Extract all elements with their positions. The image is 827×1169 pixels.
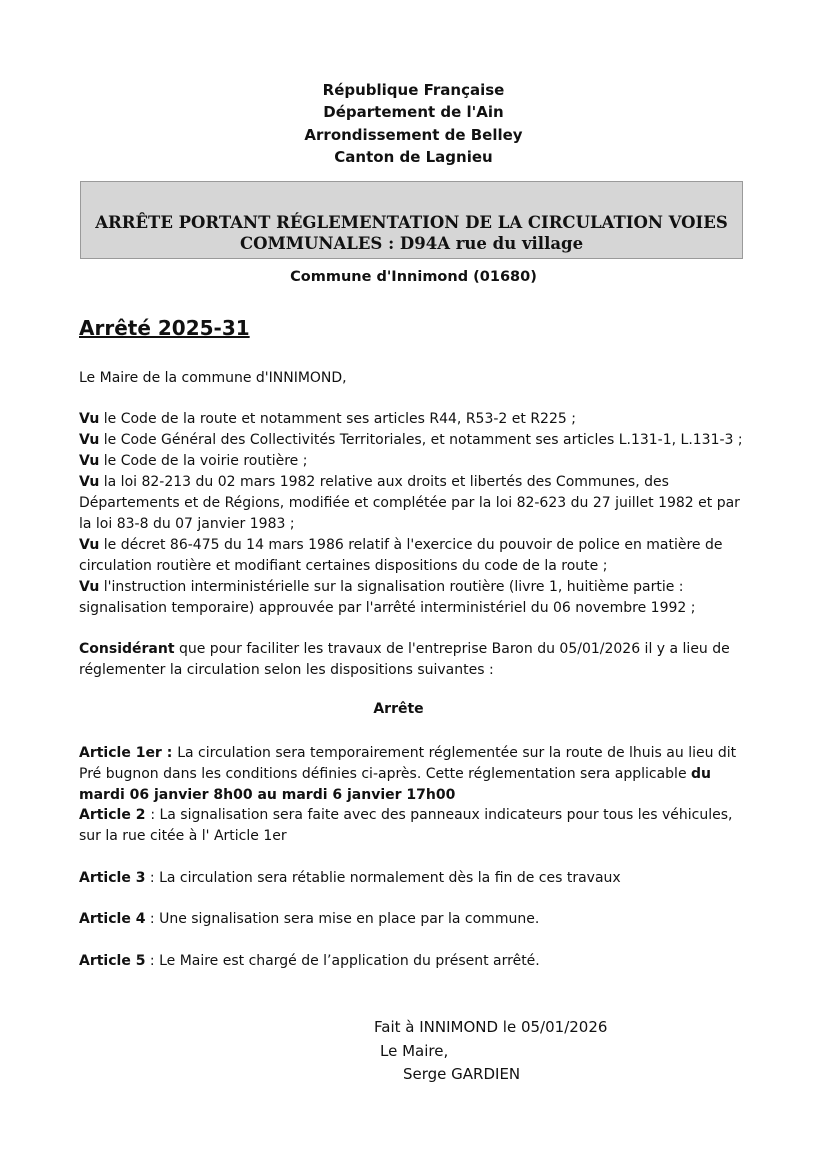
article-2-line-cont: sur la rue citée à l' Article 1er xyxy=(79,828,287,844)
signature-name: Serge GARDIEN xyxy=(403,1065,521,1083)
article-1-label: Article 1er : xyxy=(79,745,178,761)
vu-line xyxy=(79,409,576,430)
vu-line-cont: la loi 83-8 du 07 janvier 1983 ; xyxy=(79,516,295,532)
title-line-2: COMMUNALES : D94A rue du village xyxy=(239,234,584,253)
title-box xyxy=(80,181,743,259)
vu-text: le Code de la voirie routière ; xyxy=(99,453,308,469)
article-4-line xyxy=(79,909,539,930)
article-2-line xyxy=(79,805,733,826)
signature-place-date: Fait à INNIMOND le 05/01/2026 xyxy=(374,1018,608,1036)
vu-label: Vu xyxy=(79,411,100,427)
header-arrondissement: Arrondissement de Belley xyxy=(304,126,523,144)
vu-text: l'instruction interministérielle sur la signalisation routière (livre 1, huitième partie : xyxy=(99,579,684,595)
article-1-text: Pré bugnon dans les conditions définies ci-après. Cette réglementation sera applicable xyxy=(79,766,692,782)
vu-text: le Code de la route et notamment ses articles R44, R53-2 et R225 ; xyxy=(99,411,576,427)
article-2-label: Article 2 xyxy=(79,807,151,823)
signature-role: Le Maire, xyxy=(380,1042,449,1060)
article-1-date-start: du xyxy=(691,766,712,782)
vu-text: la loi 82-213 du 02 mars 1982 relative aux droits et libertés des Communes, des xyxy=(99,474,669,490)
article-1-text: La circulation sera temporairement réglementée sur la route de lhuis au lieu dit xyxy=(177,745,737,761)
article-4-label: Article 4 xyxy=(79,911,146,927)
vu-line xyxy=(79,472,669,493)
header-canton: Canton de Lagnieu xyxy=(334,148,493,166)
article-4-text: : Une signalisation sera mise en place par la commune. xyxy=(145,911,540,927)
considerant-line-cont: réglementer la circulation selon les dispositions suivantes : xyxy=(79,662,494,678)
article-5-text: : Le Maire est chargé de l’application du présent arrêté. xyxy=(145,953,540,969)
title-line-1: ARRÊTE PORTANT RÉGLEMENTATION DE LA CIRCULATION VOIES xyxy=(95,213,728,232)
article-2-text: : La signalisation sera faite avec des panneaux indicateurs pour tous les véhicules, xyxy=(150,807,733,823)
vu-text: le décret 86-475 du 14 mars 1986 relatif à l'exercice du pouvoir de police en matière de xyxy=(99,537,723,553)
vu-label: Vu xyxy=(79,579,100,595)
article-1-dates xyxy=(79,785,455,806)
header-republic: République Française xyxy=(322,81,505,99)
article-5-line xyxy=(79,951,540,972)
article-1-dates-text: mardi 06 janvier 8h00 au mardi 6 janvier 17h00 xyxy=(79,787,456,803)
considerant-label: Considérant xyxy=(79,641,175,657)
vu-label: Vu xyxy=(79,453,100,469)
vu-line-cont: Départements et de Régions, modifiée et complétée par la loi 82-623 du 27 juillet 1982 et par xyxy=(79,495,740,511)
vu-line-cont: circulation routière et modifiant certaines dispositions du code de la route ; xyxy=(79,558,608,574)
article-1-line-cont xyxy=(79,764,711,785)
vu-label: Vu xyxy=(79,432,100,448)
arrete-heading: Arrête xyxy=(373,701,424,717)
vu-line xyxy=(79,451,307,472)
vu-line xyxy=(79,430,743,451)
commune-name: Commune d'Innimond (01680) xyxy=(290,269,537,285)
vu-line-cont: signalisation temporaire) approuvée par l'arrêté interministériel du 06 novembre 1992 ; xyxy=(79,600,696,616)
article-3-line xyxy=(79,868,621,889)
article-5-label: Article 5 xyxy=(79,953,146,969)
vu-label: Vu xyxy=(79,537,100,553)
vu-line xyxy=(79,577,683,598)
intro-text: Le Maire de la commune d'INNIMOND, xyxy=(79,370,347,386)
article-3-text: : La circulation sera rétablie normalement dès la fin de ces travaux xyxy=(145,870,621,886)
arrete-number: Arrêté 2025-31 xyxy=(79,316,250,340)
vu-label: Vu xyxy=(79,474,100,490)
vu-line xyxy=(79,535,723,556)
vu-text: le Code Général des Collectivités Territoriales, et notamment ses articles L.131-1, L.131-3 ; xyxy=(99,432,743,448)
article-1-line xyxy=(79,743,736,764)
article-3-label: Article 3 xyxy=(79,870,146,886)
header-department: Département de l'Ain xyxy=(323,103,504,121)
considerant-line xyxy=(79,639,730,660)
considerant-text: que pour faciliter les travaux de l'entreprise Baron du 05/01/2026 il y a lieu de xyxy=(174,641,730,657)
